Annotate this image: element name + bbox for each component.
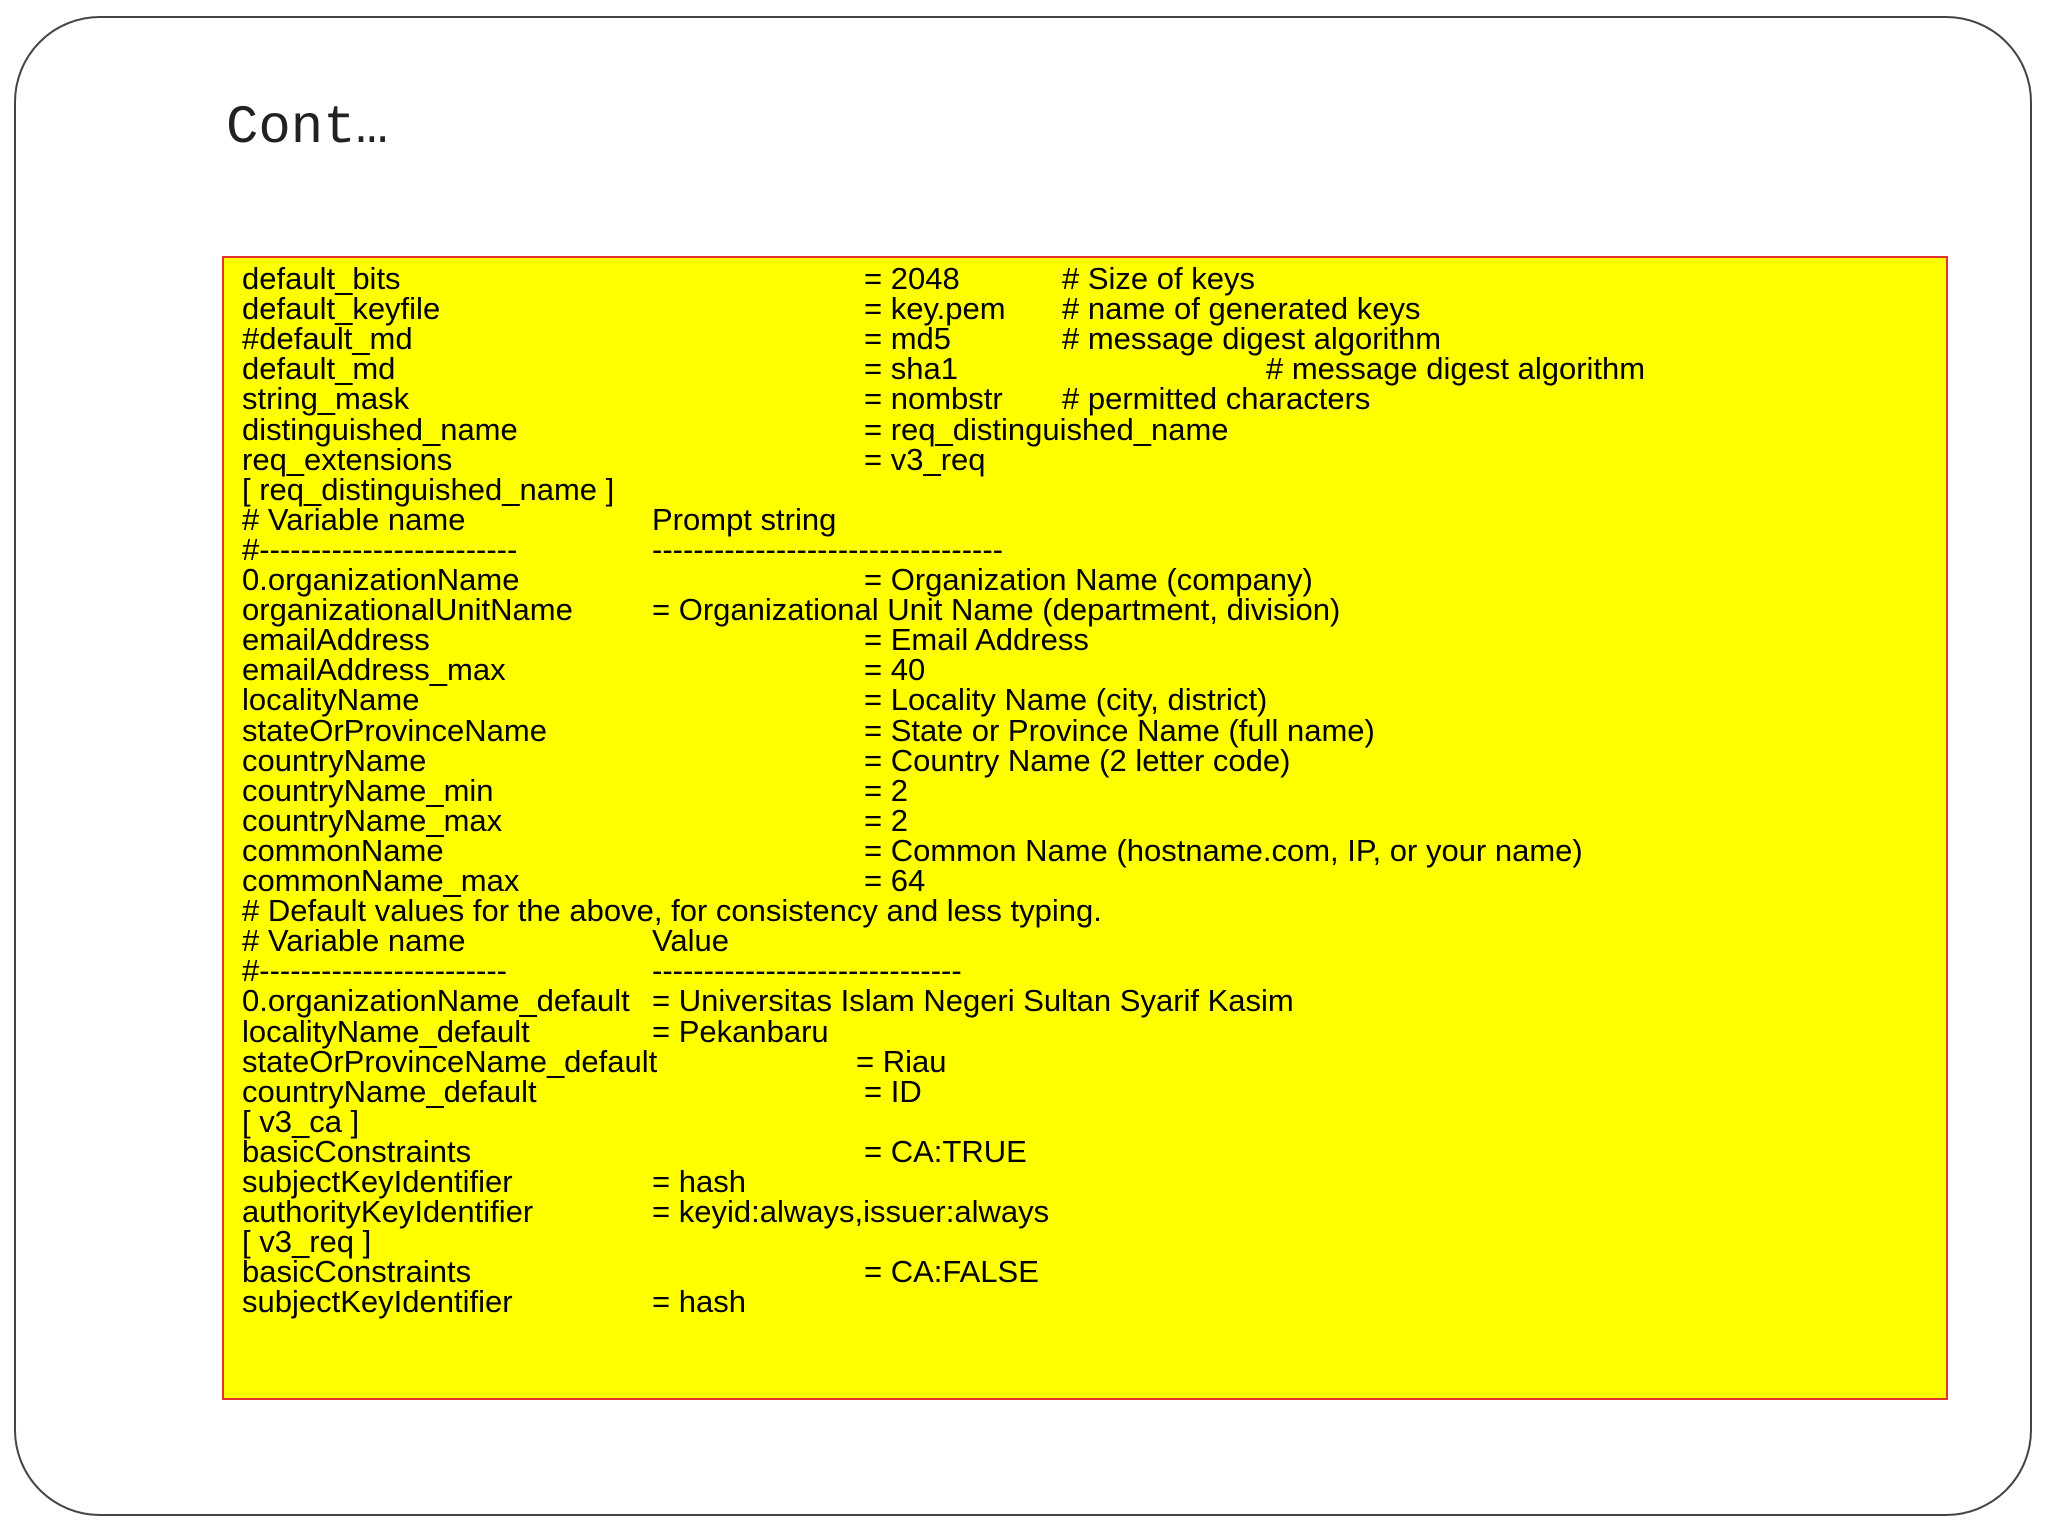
config-line <box>242 351 1942 387</box>
config-key: req_extensions <box>242 441 453 477</box>
config-mid: = Organizational Unit Name (department, division) <box>652 592 1341 628</box>
config-value: = 2 <box>864 772 908 808</box>
config-key: default_bits <box>242 261 401 296</box>
config-line <box>242 1013 1942 1049</box>
config-line <box>242 381 1942 417</box>
config-mid: Value <box>652 923 729 959</box>
config-line <box>242 742 1942 778</box>
config-value: = ID <box>864 1073 922 1109</box>
config-key: countryName <box>242 742 427 778</box>
config-value: = Common Name (hostname.com, IP, or your name) <box>864 832 1583 868</box>
config-value: = req_distinguished_name <box>864 411 1229 447</box>
config-value: = 40 <box>864 652 926 688</box>
config-key: # Variable name <box>242 923 466 959</box>
config-key: #default_md <box>242 321 413 357</box>
config-value: = md5 <box>864 321 952 357</box>
config-line <box>242 291 1942 327</box>
config-key: # Variable name <box>242 501 466 537</box>
config-mid: Prompt string <box>652 501 837 537</box>
config-key: distinguished_name <box>242 411 518 447</box>
config-key: default_keyfile <box>242 291 441 327</box>
config-line <box>242 923 1942 959</box>
config-line <box>242 1224 1942 1260</box>
config-comment: # name of generated keys <box>1062 291 1421 327</box>
config-line <box>242 682 1942 718</box>
config-key: commonName <box>242 832 444 868</box>
config-key: [ v3_ca ] <box>242 1103 360 1139</box>
config-value: = Locality Name (city, district) <box>864 682 1268 718</box>
config-key: organizationalUnitName <box>242 592 573 628</box>
config-line <box>242 261 1942 296</box>
config-key: stateOrProvinceName_default <box>242 1043 658 1079</box>
config-key: subjectKeyIdentifier <box>242 1284 513 1320</box>
config-line <box>242 712 1942 748</box>
config-line <box>242 1103 1942 1139</box>
config-key: string_mask <box>242 381 410 417</box>
config-key: countryName_max <box>242 802 503 838</box>
config-mid: = hash <box>652 1164 746 1199</box>
config-line <box>242 1164 1942 1199</box>
config-line <box>242 1073 1942 1109</box>
config-key: 0.organizationName_default <box>242 983 630 1019</box>
config-key: authorityKeyIdentifier <box>242 1194 534 1230</box>
config-key: emailAddress <box>242 622 430 658</box>
config-line <box>242 772 1942 808</box>
config-key: basicConstraints <box>242 1254 472 1290</box>
config-key: #------------------------- <box>242 531 518 567</box>
config-key: commonName_max <box>242 863 520 898</box>
config-key: subjectKeyIdentifier <box>242 1164 513 1199</box>
config-line <box>242 1254 1942 1290</box>
config-value: = 2048 <box>864 261 960 296</box>
config-key: [ req_distinguished_name ] <box>242 471 615 507</box>
config-line <box>242 441 1942 477</box>
config-mid: ------------------------------ <box>652 953 962 989</box>
config-key: countryName_min <box>242 772 494 808</box>
slide-title: Cont… <box>226 98 389 159</box>
config-line <box>242 562 1942 597</box>
config-line <box>242 411 1942 447</box>
config-key: [ v3_req ] <box>242 1224 372 1260</box>
config-key: localityName <box>242 682 420 718</box>
config-line <box>242 652 1942 688</box>
config-key: localityName_default <box>242 1013 530 1049</box>
config-line <box>242 1043 1942 1079</box>
config-key: #------------------------ <box>242 953 507 989</box>
config-key: default_md <box>242 351 396 387</box>
config-line <box>242 321 1942 357</box>
config-line <box>242 501 1942 537</box>
config-comment: # Size of keys <box>1062 261 1255 296</box>
config-line <box>242 1284 1942 1320</box>
config-line <box>242 802 1942 838</box>
config-mid: = hash <box>652 1284 746 1320</box>
config-mid: = Universitas Islam Negeri Sultan Syarif Kasim <box>652 983 1294 1019</box>
config-key: countryName_default <box>242 1073 537 1109</box>
config-line <box>242 863 1942 898</box>
config-mid: ---------------------------------- <box>652 531 1003 567</box>
config-value: = CA:TRUE <box>864 1133 1027 1169</box>
config-value: = 2 <box>864 802 908 838</box>
config-value: = Email Address <box>864 622 1089 658</box>
config-value: = State or Province Name (full name) <box>864 712 1375 748</box>
config-key: emailAddress_max <box>242 652 506 688</box>
config-key: # Default values for the above, for consistency and less typing. <box>242 893 1102 929</box>
config-key: stateOrProvinceName <box>242 712 547 748</box>
config-key: basicConstraints <box>242 1133 472 1169</box>
config-line <box>242 893 1942 929</box>
config-value: = nombstr <box>864 381 1003 417</box>
config-value: = key.pem <box>864 291 1006 327</box>
config-line <box>242 953 1942 989</box>
config-value: = 64 <box>864 863 926 898</box>
config-comment: # message digest algorithm <box>1266 351 1646 387</box>
config-mid: = keyid:always,issuer:always <box>652 1194 1050 1230</box>
config-comment: # message digest algorithm <box>1062 321 1442 357</box>
config-value: = sha1 <box>864 351 958 387</box>
config-value: = Country Name (2 letter code) <box>864 742 1291 778</box>
config-value: = Organization Name (company) <box>864 562 1313 597</box>
config-line <box>242 531 1942 567</box>
config-line <box>242 1194 1942 1230</box>
config-value: = Riau <box>856 1043 947 1079</box>
config-key: 0.organizationName <box>242 562 520 597</box>
config-line <box>242 471 1942 507</box>
config-line <box>242 1133 1942 1169</box>
config-value: = CA:FALSE <box>864 1254 1039 1290</box>
config-line <box>242 832 1942 868</box>
config-comment: # permitted characters <box>1062 381 1371 417</box>
config-value: = v3_req <box>864 441 986 477</box>
config-mid: = Pekanbaru <box>652 1013 829 1049</box>
config-line <box>242 592 1942 628</box>
config-line <box>242 622 1942 658</box>
config-line <box>242 983 1942 1019</box>
